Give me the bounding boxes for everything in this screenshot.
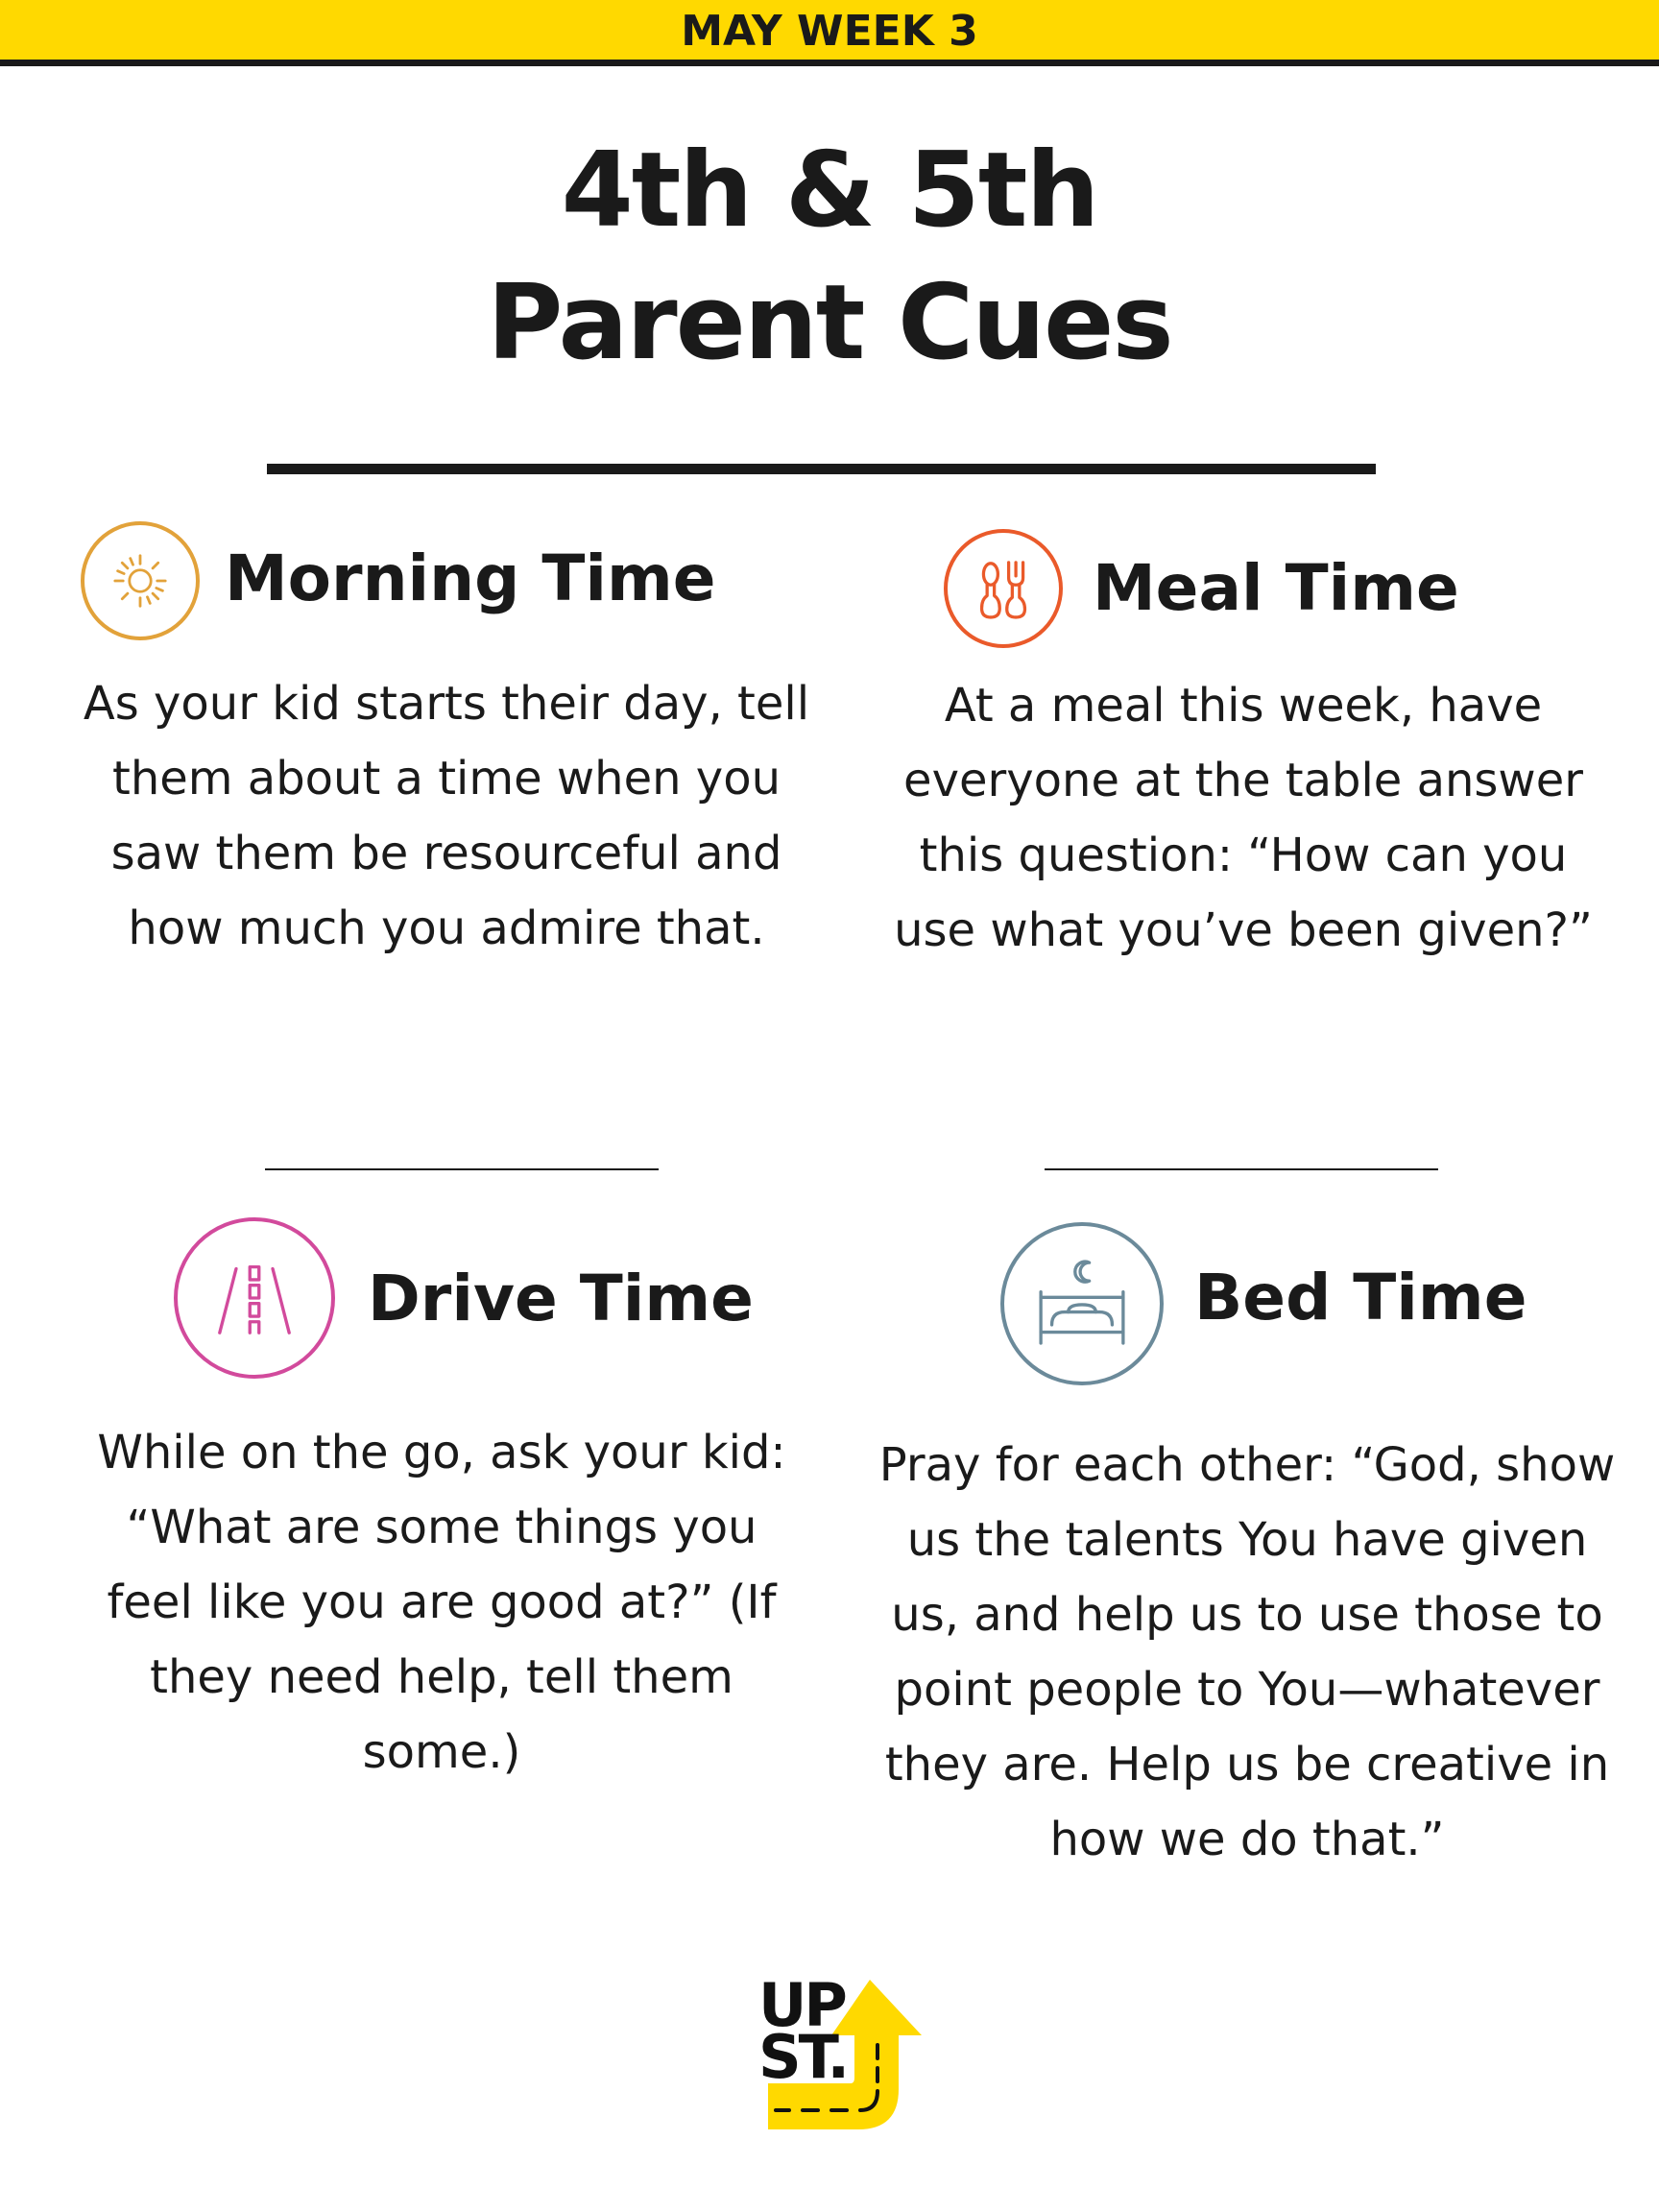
meal-time-text: At a meal this week, have everyone at the table answer this question: “How can you use what you’ve been given?” bbox=[894, 679, 1593, 957]
sun-icon bbox=[81, 521, 200, 640]
top-banner bbox=[0, 0, 1659, 66]
drive-time-heading: Drive Time bbox=[368, 1262, 754, 1335]
title-line-2: Parent Cues bbox=[487, 263, 1172, 383]
utensils-icon bbox=[944, 529, 1063, 648]
week-label: MAY WEEK 3 bbox=[681, 6, 978, 56]
logo-text-st: ST. bbox=[758, 2022, 848, 2092]
divider-left bbox=[265, 1168, 659, 1170]
bed-time-heading: Bed Time bbox=[1194, 1261, 1527, 1334]
bed-time-text: Pray for each other: “God, show us the talents You have given us, and help us to use those to point people to You—whatever they are. Help us be creative in how we do that.” bbox=[878, 1438, 1616, 1866]
title-line-1: 4th & 5th bbox=[561, 131, 1098, 251]
title-divider bbox=[267, 464, 1376, 474]
page-title bbox=[0, 125, 1659, 390]
drive-time-text: While on the go, ask your kid: “What are some things you feel like you are good at?” (If they need help, tell them some.) bbox=[97, 1426, 786, 1779]
morning-time-heading: Morning Time bbox=[225, 541, 716, 615]
bed-moon-icon bbox=[1000, 1222, 1164, 1385]
road-icon bbox=[174, 1217, 335, 1379]
meal-time-heading: Meal Time bbox=[1093, 551, 1459, 625]
morning-time-text: As your kid starts their day, tell them about a time when you saw them be resourceful and how much you admire that. bbox=[83, 677, 810, 955]
divider-right bbox=[1045, 1168, 1438, 1170]
upstreet-logo bbox=[755, 1970, 926, 2139]
logo-text-up: UP bbox=[758, 1970, 845, 2040]
